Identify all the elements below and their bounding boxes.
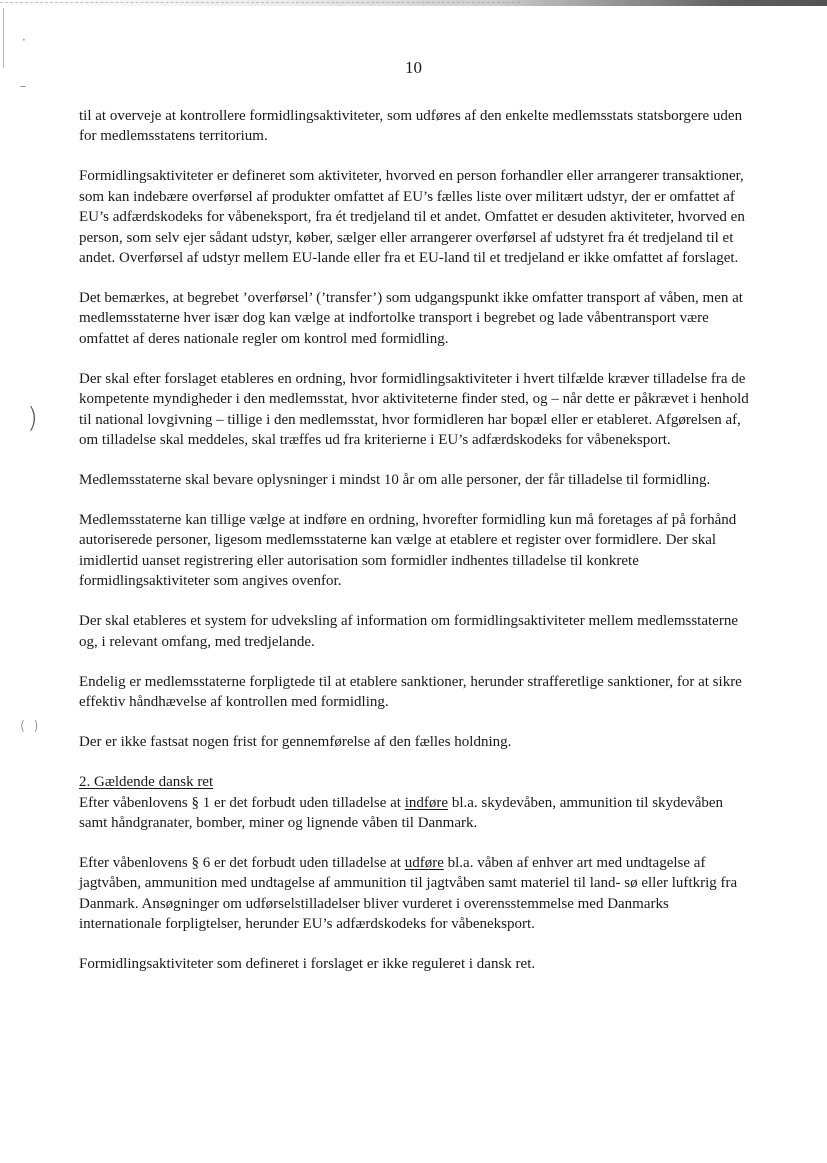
text-run: Efter våbenlovens § 1 er det forbudt uden tilladelse at — [79, 794, 405, 811]
text-run: Efter våbenlovens § 6 er det forbudt uden tilladelse at — [79, 854, 405, 871]
paragraph: Der skal efter forslaget etableres en ordning, hvor formidlingsaktiviteter i hvert tilfælde kræver tilladelse fra de kompetente myndigheder i den medlemsstat, hvor aktiviteterne finder sted, og – når dette er påkrævet i henhold til national lovgivning – tillige i den medlemsstat, hvor formidleren har bopæl eller er etableret. Afgørelsen af, om tilladelse skal meddeles, skal træffes ud fra kriterierne i EU’s adfærdskodeks for våbeneksport. — [79, 370, 749, 449]
section-heading-text: 2. Gældende dansk ret — [79, 774, 214, 791]
document-body — [79, 106, 751, 994]
paragraph: Der er ikke fastsat nogen frist for gennemførelse af den fælles holdning. — [79, 734, 512, 751]
underlined-word: indføre — [404, 794, 449, 811]
scan-speck: – — [20, 79, 26, 93]
paragraph — [79, 853, 751, 935]
paragraph: til at overveje at kontrollere formidlingsaktiviteter, som udføres af den enkelte medlemsstats statsborgere uden for medlemsstatens territorium. — [79, 108, 743, 145]
text-run: bl.a. skydevåben, ammunition til skydevåben samt håndgranater, bomber, miner og lignende våben til Danmark. — [79, 794, 724, 831]
underlined-word: udføre — [404, 854, 444, 871]
scan-speck: · — [22, 33, 26, 47]
section-heading — [79, 772, 751, 792]
paragraph: Medlemsstaterne skal bevare oplysninger i mindst 10 år om alle personer, der får tilladelse til formidling. — [79, 472, 711, 489]
page-number: 10 — [405, 58, 422, 77]
paragraph: Formidlingsaktiviteter som defineret i forslaget er ikke reguleret i dansk ret. — [79, 956, 536, 973]
paragraph: Endelig er medlemsstaterne forpligtede til at etablere sanktioner, herunder strafferetlige sanktioner, for at sikre effektiv håndhævelse af kontrollen med formidling. — [79, 673, 742, 711]
paragraph: Der skal etableres et system for udveksling af information om formidlingsaktiviteter mellem medlemsstaterne og, i relevant omfang, med tredjelande. — [79, 613, 738, 650]
punch-hole-mark: ) — [27, 401, 38, 434]
paragraph: Det bemærkes, at begrebet ’overførsel’ (’transfer’) som udgangspunkt ikke omfatter transport af våben, men at medlemsstaterne hver især dog kan vælge at indfortolke transport i begrebet og lade våbentransport være omfattet af deres nationale regler om kontrol med formidling. — [79, 290, 743, 347]
punch-hole-mark: ( ) — [20, 719, 39, 734]
paragraph — [79, 793, 751, 834]
scan-top-noise — [0, 2, 520, 5]
text-run: bl.a. våben af enhver art med undtagelse af jagtvåben, ammunition med undtagelse af ammunition til jagtvåben samt materiel til land- sø eller luftkrig fra Danmark. Ansøgninger om udførselstilladelser bliver vurderet i overensstemmelse med Danmarks internationale forpligtelser, herunder EU’s adfærdskodeks for våbeneksport. — [79, 854, 738, 933]
paragraph: Medlemsstaterne kan tillige vælge at indføre en ordning, hvorefter formidling kun må foretages af på forhånd autoriserede personer, ligesom medlemsstaterne kan vælge at etablere et register over formidlere. Der skal imidlertid uanset registrering eller autorisation som formidler indhentes tilladelse til konkrete formidlingsaktiviteter som angives ovenfor. — [79, 512, 737, 590]
paragraph: Formidlingsaktiviteter er defineret som aktiviteter, hvorved en person forhandler eller arrangerer transaktioner, som kan indebære overførsel af produkter omfattet af EU’s fælles liste over militært udstyr, der er omfattet af EU’s adfærdskodeks for våbeneksport, fra ét tredjeland til et andet. Omfattet er desuden aktiviteter, hvorved en person, som selv ejer sådant udstyr, køber, sælger eller arrangerer overførsel af udstyret fra ét tredjeland til et andet. Overførsel af udstyr mellem EU-lande eller fra et EU-land til et tredjeland er ikke omfattet af forslaget. — [79, 168, 745, 267]
